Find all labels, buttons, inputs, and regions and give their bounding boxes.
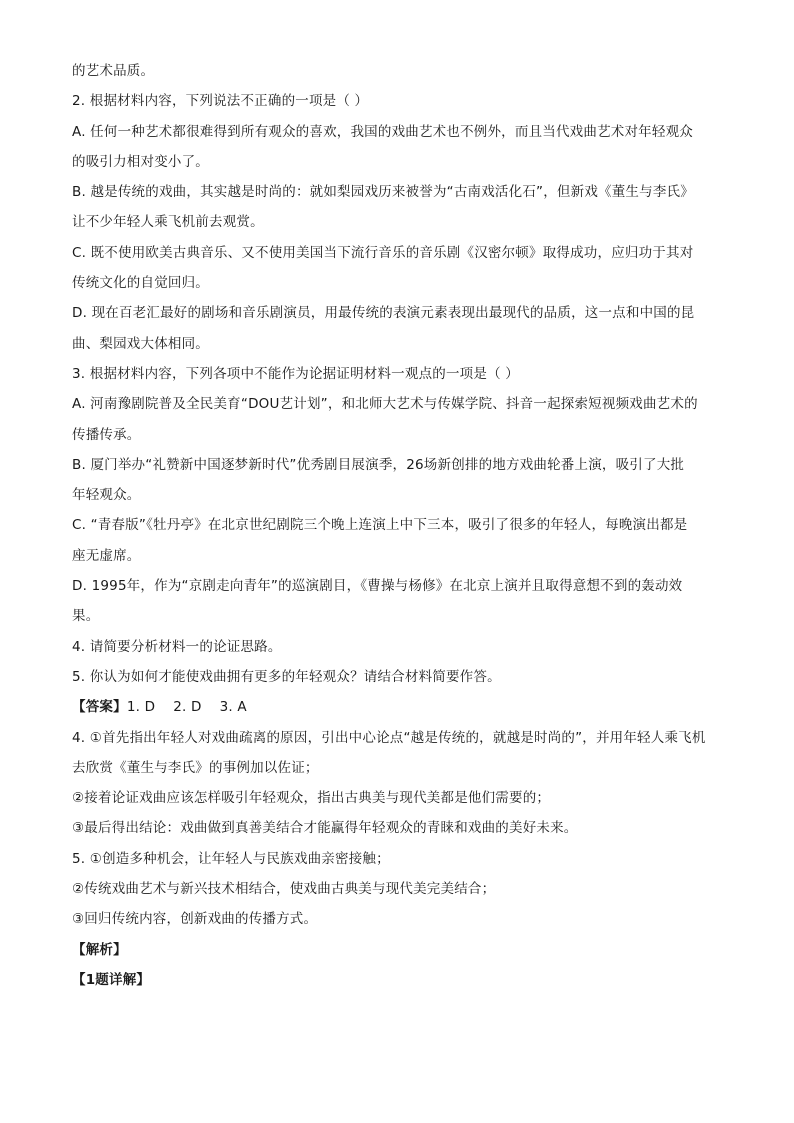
option-3c-line-1: C. “青春版”《牡丹亭》在北京世纪剧院三个晚上连演上中下三本，吸引了很多的年轻人，每晚演出都是 <box>72 517 688 534</box>
question-3: 3. 根据材料内容，下列各项中不能作为论据证明材料一观点的一项是（ ） <box>72 365 519 382</box>
option-2d-line-1: D. 现在百老汇最好的剧场和音乐剧演员，用最传统的表演元素表现出最现代的品质，这一点和中国的昆 <box>72 305 695 322</box>
option-2a-line-2: 的吸引力相对变小了。 <box>72 153 209 170</box>
answer-4-line-2: 去欣赏《董生与李氏》的事例加以佐证； <box>72 759 319 776</box>
option-3a-line-1: A. 河南豫剧院普及全民美育“DOU艺计划”，和北师大艺术与传媒学院、抖音一起探索短视频戏曲艺术的 <box>72 396 698 413</box>
answer-item: 1. D <box>126 699 156 716</box>
answer-item: 2. D <box>173 699 202 716</box>
option-2c-line-2: 传统文化的自觉回归。 <box>72 275 209 292</box>
option-2a-line-1: A. 任何一种艺术都很难得到所有观众的喜欢，我国的戏曲艺术也不例外，而且当代戏曲艺术对年轻观众 <box>72 123 693 140</box>
answer-item: 3. A <box>219 699 247 716</box>
option-3d-line-2: 果。 <box>72 608 100 625</box>
analysis-label: 【解析】 <box>72 941 127 958</box>
question-5: 5. 你认为如何才能使戏曲拥有更多的年轻观众？请结合材料简要作答。 <box>72 668 501 685</box>
option-3b-line-2: 年轻观众。 <box>72 487 141 504</box>
answer-label: 【答案】 <box>72 699 127 716</box>
answer-line <box>72 698 722 717</box>
option-3c-line-2: 座无虚席。 <box>72 547 141 564</box>
option-2b-line-1: B. 越是传统的戏曲，其实越是时尚的：就如梨园戏历来被誉为“古南戏活化石”，但新戏《董生与李氏》 <box>72 184 694 201</box>
answer-4-line-1: 4. ①首先指出年轻人对戏曲疏离的原因，引出中心论点“越是传统的，就越是时尚的”，并用年轻人乘飞机 <box>72 729 706 746</box>
document-page <box>72 62 722 1001</box>
detail-label: 【1题详解】 <box>72 971 151 988</box>
answer-5-line-1: 5. ①创造多种机会，让年轻人与民族戏曲亲密接触； <box>72 850 390 867</box>
answer-4-line-3: ②接着论证戏曲应该怎样吸引年轻观众，指出古典美与现代美都是他们需要的； <box>72 790 551 807</box>
question-4: 4. 请简要分析材料一的论证思路。 <box>72 638 282 655</box>
answer-5-line-2: ②传统戏曲艺术与新兴技术相结合，使戏曲古典美与现代美完美结合； <box>72 881 496 898</box>
answer-5-line-3: ③回归传统内容，创新戏曲的传播方式。 <box>72 911 318 928</box>
option-2d-line-2: 曲、梨园戏大体相同。 <box>72 335 209 352</box>
answer-4-line-4: ③最后得出结论：戏曲做到真善美结合才能赢得年轻观众的青睐和戏曲的美好未来。 <box>72 820 578 837</box>
option-3b-line-1: B. 厦门举办“礼赞新中国逐梦新时代”优秀剧目展演季，26场新创排的地方戏曲轮番上演，吸引了大批 <box>72 456 685 473</box>
question-2: 2. 根据材料内容，下列说法不正确的一项是（ ） <box>72 93 369 110</box>
option-3a-line-2: 传播传承。 <box>72 426 141 443</box>
text-line: 的艺术品质。 <box>72 63 155 79</box>
option-3d-line-1: D. 1995年，作为“京剧走向青年”的巡演剧目，《曹操与杨修》在北京上演并且取得意想不到的轰动效 <box>72 578 683 595</box>
option-2b-line-2: 让不少年轻人乘飞机前去观赏。 <box>72 214 264 231</box>
option-2c-line-1: C. 既不使用欧美古典音乐、又不使用美国当下流行音乐的音乐剧《汉密尔顿》取得成功，应归功于其对 <box>72 244 694 261</box>
